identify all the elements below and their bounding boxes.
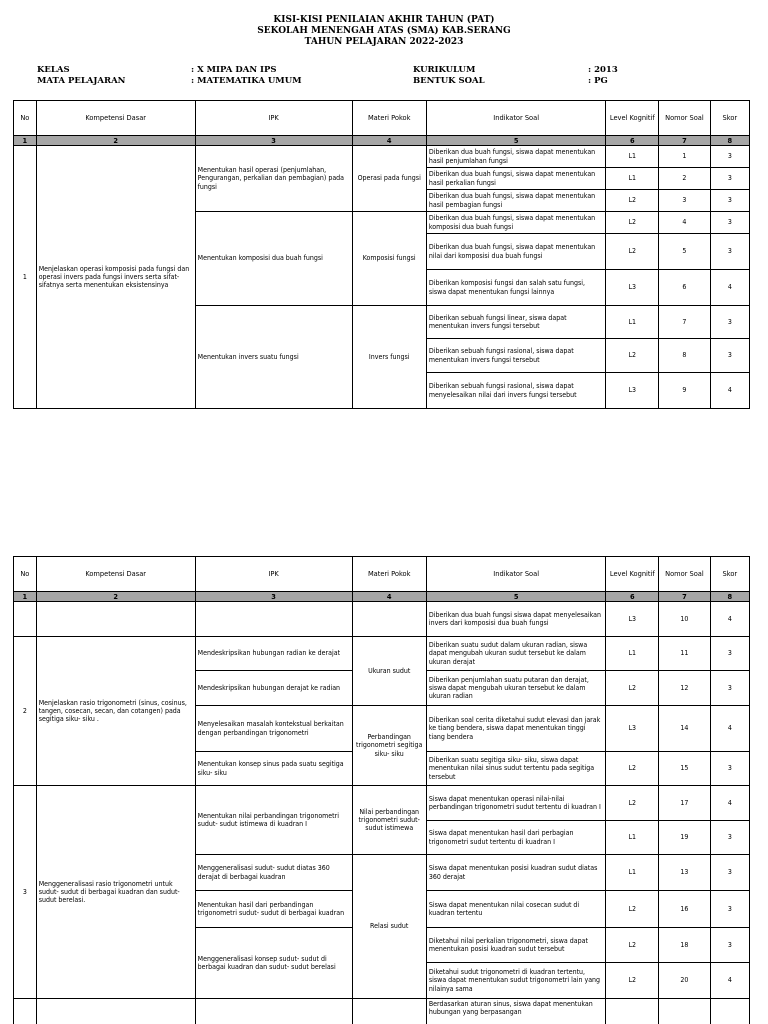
skor-cell	[710, 999, 749, 1024]
skor-cell: 3	[710, 168, 749, 190]
nomor-cell: 16	[659, 891, 711, 928]
nomor-cell: 19	[659, 821, 711, 855]
no-cell	[14, 999, 37, 1024]
materi-cell: Invers fungsi	[352, 306, 426, 409]
col-kd: Kompetensi Dasar	[36, 557, 195, 592]
doc-title-line2: SEKOLAH MENENGAH ATAS (SMA) KAB.SERANG	[257, 26, 511, 36]
table-row	[14, 602, 750, 637]
nomor-cell: 9	[659, 373, 711, 409]
indikator-cell: Diberikan dua buah fungsi, siswa dapat menentukan komposisi dua buah fungsi	[426, 212, 606, 234]
col-nomor: Nomor Soal	[659, 101, 711, 136]
indikator-cell: Diberikan dua buah fungsi siswa dapat menyelesaikan invers dari komposisi dua buah fungsi	[426, 602, 606, 637]
indikator-cell: Diberikan dua buah fungsi, siswa dapat menentukan hasil pembagian fungsi	[426, 190, 606, 212]
level-cell: L2	[606, 234, 659, 270]
skor-cell: 3	[710, 146, 749, 168]
kd-cell: Menggeneralisasi rasio trigonometri untuk sudut- sudut di berbagai kuadran dan sudut- sudut berelasi.	[36, 786, 195, 999]
level-cell: L2	[606, 671, 659, 706]
level-cell: L1	[606, 306, 659, 339]
ipk-cell: Menentukan komposisi dua buah fungsi	[195, 212, 352, 306]
col-kd: Kompetensi Dasar	[36, 101, 195, 136]
nomor-cell: 15	[659, 752, 711, 786]
indikator-cell: Diketahui nilai perkalian trigonometri, siswa dapat menentukan posisi kuadran sudut tersebut	[426, 928, 606, 963]
level-cell: L3	[606, 373, 659, 409]
table-row	[14, 637, 750, 671]
col-number: 2	[36, 592, 195, 602]
indikator-cell: Diberikan sebuah fungsi linear, siswa dapat menentukan invers fungsi tersebut	[426, 306, 606, 339]
skor-cell: 3	[710, 752, 749, 786]
nomor-cell: 14	[659, 706, 711, 752]
indikator-cell: Diberikan dua buah fungsi, siswa dapat menentukan hasil perkalian fungsi	[426, 168, 606, 190]
level-cell: L1	[606, 146, 659, 168]
nomor-cell: 11	[659, 637, 711, 671]
no-cell: 2	[14, 637, 37, 786]
level-cell: L1	[606, 855, 659, 891]
nomor-cell	[659, 999, 711, 1024]
mapel-value: : MATEMATIKA UMUM	[191, 76, 302, 86]
level-cell: L3	[606, 270, 659, 306]
doc-title-line3: TAHUN PELAJARAN 2022-2023	[304, 37, 464, 47]
level-cell	[606, 999, 659, 1024]
mapel-label: MATA PELAJARAN	[37, 76, 126, 86]
skor-cell: 3	[710, 306, 749, 339]
level-cell: L2	[606, 963, 659, 999]
ipk-cell: Mendeskripsikan hubungan radian ke derajat	[195, 637, 352, 671]
nomor-cell: 13	[659, 855, 711, 891]
col-number: 5	[426, 592, 606, 602]
col-no: No	[14, 557, 37, 592]
col-indikator: Indikator Soal	[426, 101, 606, 136]
ipk-cell: Menentukan hasil dari perbandingan trigonometri sudut- sudut di berbagai kuadran	[195, 891, 352, 928]
kurikulum-value: : 2013	[588, 65, 618, 75]
indikator-cell: Diberikan komposisi fungsi dan salah satu fungsi, siswa dapat menentukan fungsi lainnya	[426, 270, 606, 306]
col-number: 8	[710, 136, 749, 146]
kd-cell: Menjelaskan rasio trigonometri (sinus, cosinus, tangen, cosecan, secan, dan cotangen) pada segitiga siku- siku .	[36, 637, 195, 786]
indikator-cell: Diketahui sudut trigonometri di kuadran tertentu, siswa dapat menentukan sudut trigonometri lain yang nilainya sama	[426, 963, 606, 999]
col-number: 1	[14, 136, 37, 146]
skor-cell: 3	[710, 891, 749, 928]
col-materi: Materi Pokok	[352, 557, 426, 592]
skor-cell: 3	[710, 821, 749, 855]
materi-cell	[352, 999, 426, 1024]
table-row	[14, 786, 750, 821]
col-no: No	[14, 101, 37, 136]
skor-cell: 3	[710, 212, 749, 234]
ipk-cell: Menentukan konsep sinus pada suatu segitiga siku- siku	[195, 752, 352, 786]
col-number: 7	[659, 136, 711, 146]
no-cell: 1	[14, 146, 37, 409]
skor-cell: 3	[710, 855, 749, 891]
table-row	[14, 999, 750, 1024]
materi-cell: Komposisi fungsi	[352, 212, 426, 306]
col-number: 3	[195, 136, 352, 146]
col-level: Level Kognitif	[606, 101, 659, 136]
nomor-cell: 4	[659, 212, 711, 234]
materi-cell: Nilai perbandingan trigonometri sudut- sudut istimewa	[352, 786, 426, 855]
col-number: 2	[36, 136, 195, 146]
indikator-cell: Siswa dapat menentukan posisi kuadran sudut diatas 360 derajat	[426, 855, 606, 891]
ipk-cell: Menggeneralisasi sudut- sudut diatas 360 derajat di berbagai kuadran	[195, 855, 352, 891]
materi-cell: Perbandingan trigonometri segitiga siku- siku	[352, 706, 426, 786]
skor-cell: 3	[710, 928, 749, 963]
level-cell: L2	[606, 190, 659, 212]
nomor-cell: 17	[659, 786, 711, 821]
kd-cell	[36, 602, 195, 637]
indikator-cell: Berdasarkan aturan sinus, siswa dapat menentukan hubungan yang berpasangan	[426, 999, 606, 1024]
col-number: 8	[710, 592, 749, 602]
indikator-cell: Diberikan dua buah fungsi, siswa dapat menentukan hasil penjumlahan fungsi	[426, 146, 606, 168]
bentuk-value: : PG	[588, 76, 608, 86]
skor-cell: 4	[710, 706, 749, 752]
skor-cell: 4	[710, 270, 749, 306]
nomor-cell: 18	[659, 928, 711, 963]
level-cell: L2	[606, 786, 659, 821]
col-number: 5	[426, 136, 606, 146]
skor-cell: 3	[710, 190, 749, 212]
nomor-cell: 1	[659, 146, 711, 168]
indikator-cell: Diberikan suatu sudut dalam ukuran radian, siswa dapat mengubah ukuran sudut tersebut ke dalam ukuran derajat	[426, 637, 606, 671]
column-number-row	[14, 592, 750, 602]
nomor-cell: 12	[659, 671, 711, 706]
col-skor: Skor	[710, 557, 749, 592]
col-number: 6	[606, 592, 659, 602]
ipk-cell: Menentukan invers suatu fungsi	[195, 306, 352, 409]
skor-cell: 4	[710, 963, 749, 999]
ipk-cell	[195, 999, 352, 1024]
level-cell: L2	[606, 928, 659, 963]
nomor-cell: 5	[659, 234, 711, 270]
indikator-cell: Siswa dapat menentukan operasi nilai-nilai perbandingan trigonometri sudut tertentu di kuadran I	[426, 786, 606, 821]
level-cell: L2	[606, 752, 659, 786]
nomor-cell: 20	[659, 963, 711, 999]
indikator-cell: Siswa dapat menentukan hasil dari perbagian trigonometri sudut tertentu di kuadran I	[426, 821, 606, 855]
skor-cell: 3	[710, 671, 749, 706]
col-ipk: IPK	[195, 101, 352, 136]
materi-cell	[352, 602, 426, 637]
kd-cell: Menjelaskan operasi komposisi pada fungsi dan operasi invers pada fungsi invers serta sifat- sifatnya serta menentukan eksistensinya	[36, 146, 195, 409]
ipk-cell: Menggeneralisasi konsep sudut- sudut di berbagai kuadran dan sudut- sudut berelasi	[195, 928, 352, 999]
indikator-cell: Diberikan soal cerita diketahui sudut elevasi dan jarak ke tiang bendera, siswa dapat menentukan tinggi tiang bendera	[426, 706, 606, 752]
materi-cell: Ukuran sudut	[352, 637, 426, 706]
col-number: 1	[14, 592, 37, 602]
level-cell: L1	[606, 168, 659, 190]
kd-cell	[36, 999, 195, 1024]
col-materi: Materi Pokok	[352, 101, 426, 136]
col-number: 4	[352, 136, 426, 146]
ipk-cell: Mendeskripsikan hubungan derajat ke radian	[195, 671, 352, 706]
skor-cell: 4	[710, 602, 749, 637]
doc-title-line1: KISI-KISI PENILAIAN AKHIR TAHUN (PAT)	[273, 15, 495, 25]
ipk-cell: Menyelesaikan masalah kontekstual berkaitan dengan perbandingan trigonometri	[195, 706, 352, 752]
nomor-cell: 2	[659, 168, 711, 190]
skor-cell: 3	[710, 637, 749, 671]
col-nomor: Nomor Soal	[659, 557, 711, 592]
level-cell: L1	[606, 637, 659, 671]
no-cell	[14, 602, 37, 637]
nomor-cell: 6	[659, 270, 711, 306]
indikator-cell: Diberikan sebuah fungsi rasional, siswa dapat menentukan invers fungsi tersebut	[426, 339, 606, 373]
nomor-cell: 8	[659, 339, 711, 373]
nomor-cell: 10	[659, 602, 711, 637]
ipk-cell: Menentukan nilai perbandingan trigonometri sudut- sudut istimewa di kuadran I	[195, 786, 352, 855]
col-number: 6	[606, 136, 659, 146]
indikator-cell: Diberikan sebuah fungsi rasional, siswa dapat menyelesaikan nilai dari invers fungsi tersebut	[426, 373, 606, 409]
kisi-table-2	[13, 556, 750, 1024]
kelas-value: : X MIPA DAN IPS	[191, 65, 277, 75]
col-skor: Skor	[710, 101, 749, 136]
ipk-cell: Menentukan hasil operasi (penjumlahan, Pengurangan, perkalian dan pembagian) pada fungsi	[195, 146, 352, 212]
level-cell: L3	[606, 706, 659, 752]
materi-cell: Relasi sudut	[352, 855, 426, 999]
level-cell: L2	[606, 339, 659, 373]
indikator-cell: Siswa dapat menentukan nilai cosecan sudut di kuadran tertentu	[426, 891, 606, 928]
col-indikator: Indikator Soal	[426, 557, 606, 592]
indikator-cell: Diberikan suatu segitiga siku- siku, siswa dapat menentukan nilai sinus sudut tertentu pada segitiga tersebut	[426, 752, 606, 786]
indikator-cell: Diberikan dua buah fungsi, siswa dapat menentukan nilai dari komposisi dua buah fungsi	[426, 234, 606, 270]
skor-cell: 4	[710, 786, 749, 821]
level-cell: L3	[606, 602, 659, 637]
col-level: Level Kognitif	[606, 557, 659, 592]
level-cell: L2	[606, 891, 659, 928]
level-cell: L2	[606, 212, 659, 234]
materi-cell: Operasi pada fungsi	[352, 146, 426, 212]
nomor-cell: 3	[659, 190, 711, 212]
skor-cell: 3	[710, 339, 749, 373]
indikator-cell: Diberikan penjumlahan suatu putaran dan derajat, siswa dapat mengubah ukuran tersebut ke dalam ukuran radian	[426, 671, 606, 706]
no-cell: 3	[14, 786, 37, 999]
kelas-label: KELAS	[37, 65, 70, 75]
level-cell: L1	[606, 821, 659, 855]
skor-cell: 3	[710, 234, 749, 270]
nomor-cell: 7	[659, 306, 711, 339]
ipk-cell	[195, 602, 352, 637]
col-ipk: IPK	[195, 557, 352, 592]
col-number: 3	[195, 592, 352, 602]
table-header-row	[14, 557, 750, 592]
bentuk-label: BENTUK SOAL	[413, 76, 485, 86]
col-number: 4	[352, 592, 426, 602]
kurikulum-label: KURIKULUM	[413, 65, 476, 75]
col-number: 7	[659, 592, 711, 602]
skor-cell: 4	[710, 373, 749, 409]
